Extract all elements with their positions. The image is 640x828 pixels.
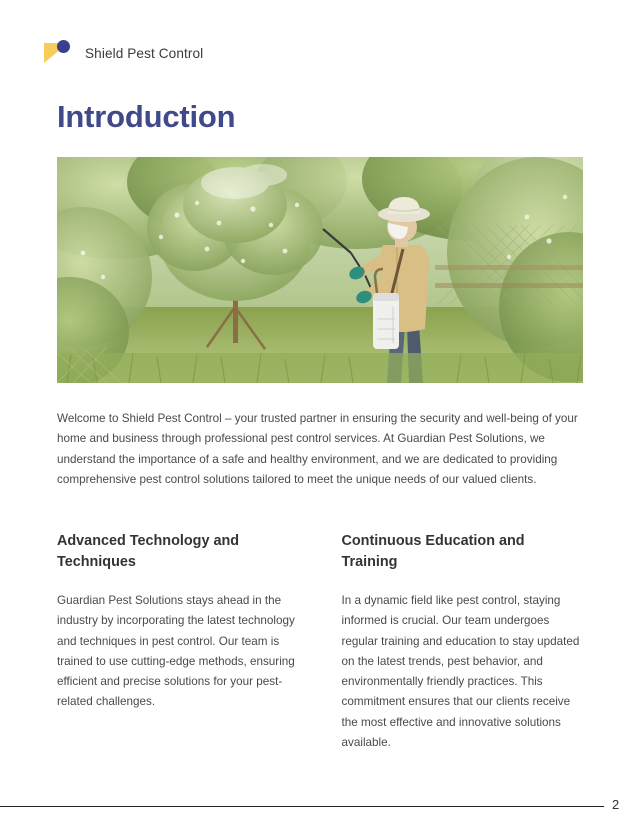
footer-divider bbox=[0, 806, 604, 807]
column-heading: Advanced Technology and Techniques bbox=[57, 533, 240, 570]
logo-mark bbox=[44, 38, 74, 68]
brand-header bbox=[44, 36, 203, 70]
column-heading: Continuous Education and Training bbox=[341, 533, 525, 570]
brand-name: Shield Pest Control bbox=[85, 45, 204, 61]
column-continuous-education bbox=[342, 531, 584, 753]
column-body: In a dynamic field like pest control, staying informed is crucial. Our team undergoes regular training and education to stay updated on the latest trends, pest behavior, and environmentally friendly practices. This commitment ensures that our clients receive the most effective and innovative solutions available. bbox=[341, 594, 580, 750]
page-title: Introduction bbox=[57, 99, 236, 134]
intro-paragraph: Welcome to Shield Pest Control – your trusted partner in ensuring the security and well-being of your home and business through professional pest control services. At Guardian Pest Solutions, we understand the importance of a safe and healthy environment, and we are dedicated to providing comprehensive pest control solutions tailored to meet the unique needs of our valued clients. bbox=[57, 412, 578, 486]
page-number: 2 bbox=[612, 797, 620, 812]
column-body: Guardian Pest Solutions stays ahead in the industry by incorporating the latest technology and techniques in pest control. Our team is trained to use cutting-edge methods, ensuring efficient and precise solutions for your pest-related challenges. bbox=[57, 594, 295, 709]
circle-icon bbox=[57, 40, 70, 53]
column-advanced-technology bbox=[57, 531, 299, 753]
two-column-section bbox=[57, 531, 583, 753]
hero-image bbox=[57, 157, 583, 383]
